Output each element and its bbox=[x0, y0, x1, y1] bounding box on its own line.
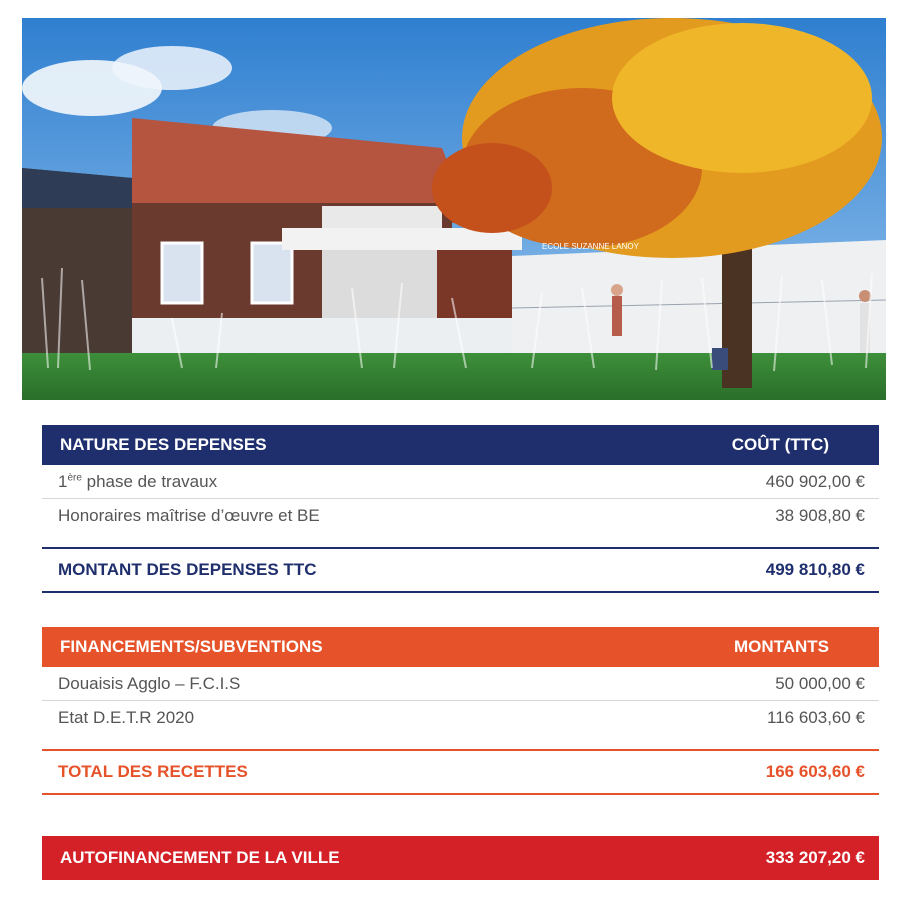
school-sign-text: ECOLE SUZANNE LANOY bbox=[542, 242, 639, 251]
self-funding-section bbox=[42, 836, 879, 880]
funding-label: Douaisis Agglo – F.C.I.S bbox=[58, 673, 241, 693]
funding-total-amount: 166 603,60 € bbox=[765, 762, 865, 781]
funding-label: Etat D.E.T.R 2020 bbox=[58, 708, 195, 727]
self-funding-amount: 333 207,20 € bbox=[765, 848, 865, 867]
expenses-header bbox=[42, 425, 879, 465]
expense-row bbox=[42, 499, 879, 533]
funding-header bbox=[42, 627, 879, 667]
funding-section bbox=[42, 627, 879, 795]
expense-row bbox=[42, 465, 879, 499]
funding-header-amount: MONTANTS bbox=[733, 637, 829, 656]
funding-header-label: FINANCEMENTS/SUBVENTIONS bbox=[60, 637, 323, 656]
funding-total-label: TOTAL DES RECETTES bbox=[58, 762, 248, 781]
expenses-header-cost: COÛT (TTC) bbox=[731, 435, 829, 454]
expense-label: 1ère phase de travaux bbox=[58, 471, 218, 491]
funding-amount: 116 603,60 € bbox=[767, 708, 865, 727]
expenses-header-label: NATURE DES DEPENSES bbox=[60, 435, 267, 454]
expense-amount: 460 902,00 € bbox=[765, 471, 865, 491]
expense-amount: 38 908,80 € bbox=[775, 506, 865, 525]
funding-row bbox=[42, 701, 879, 735]
expenses-total-amount: 499 810,80 € bbox=[765, 560, 865, 579]
self-funding-bar bbox=[42, 836, 879, 880]
expense-label: Honoraires maîtrise d’œuvre et BE bbox=[58, 506, 320, 525]
self-funding-label: AUTOFINANCEMENT DE LA VILLE bbox=[60, 848, 340, 867]
expenses-section bbox=[42, 425, 879, 593]
funding-row bbox=[42, 667, 879, 701]
funding-amount: 50 000,00 € bbox=[775, 673, 865, 693]
funding-total bbox=[42, 749, 879, 795]
expenses-total-label: MONTANT DES DEPENSES TTC bbox=[58, 560, 317, 579]
school-rendering-image bbox=[22, 18, 886, 400]
expenses-total bbox=[42, 547, 879, 593]
